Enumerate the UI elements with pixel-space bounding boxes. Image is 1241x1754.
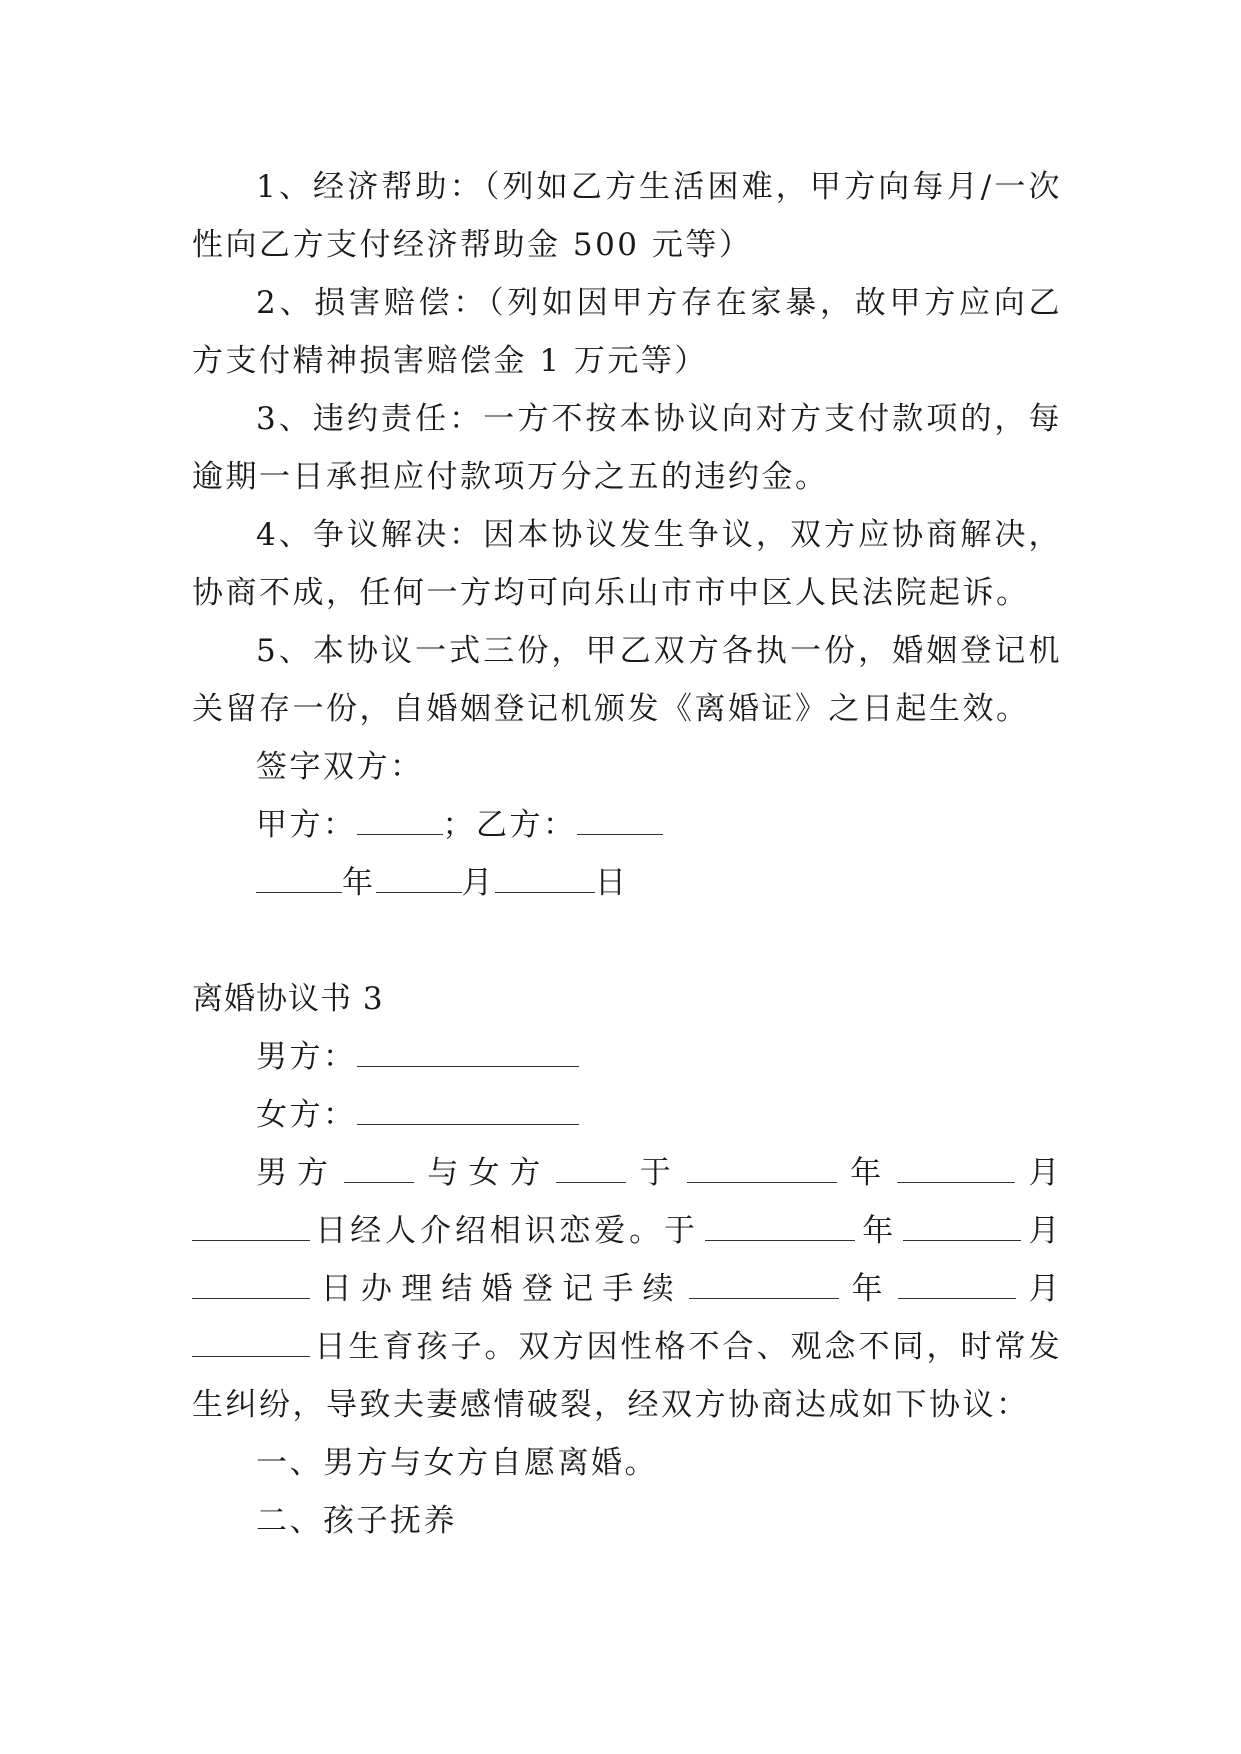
intro-at: 于 [632, 1155, 681, 1191]
party-b-blank [577, 804, 663, 835]
intro-year-3: 年 [844, 1271, 892, 1307]
clause-breach: 3、违约责任：一方不按本协议向对方支付款项的，每逾期一日承担应付款项万分之五的违约金。 [192, 401, 1062, 495]
female-name-blank [556, 1152, 626, 1183]
intro-met-through: 日经人介绍相识恋爱。于 [314, 1213, 699, 1249]
intro-year-2: 年 [860, 1213, 898, 1249]
clause-dispute: 4、争议解决：因本协议发生争议，双方应协商解决，协商不成，任何一方均可向乐山市市中区人民法院起诉。 [192, 517, 1062, 611]
party-b-label: 乙方： [476, 807, 577, 843]
intro-birth-and-reason: 日生育孩子。双方因性格不合、观念不同，时常发生纠纷，导致夫妻感情破裂，经双方协商达成如下协议： [192, 1329, 1062, 1423]
birth-year-blank [689, 1268, 839, 1299]
female-line [192, 1086, 1062, 1144]
party-separator: ； [442, 807, 476, 843]
intro-and-female: 与女方 [419, 1155, 551, 1191]
party-a-blank [357, 804, 443, 835]
month-blank [376, 862, 462, 893]
document-body [192, 158, 1062, 1550]
section-gap [192, 912, 1062, 970]
birth-month-blank [898, 1268, 1016, 1299]
male-blank [357, 1036, 579, 1067]
day-blank [495, 862, 595, 893]
intro-registered: 日办理结婚登记手续 [314, 1271, 683, 1307]
intro-male: 男方 [256, 1155, 338, 1191]
marry-day-blank [192, 1268, 310, 1299]
meet-month-blank [897, 1152, 1015, 1183]
meet-year-blank [687, 1152, 837, 1183]
clause-damages: 2、损害赔偿：（列如因甲方存在家暴，故甲方应向乙方支付精神损害赔偿金 1 万元等） [192, 285, 1062, 379]
meet-day-blank [192, 1210, 310, 1241]
year-label: 年 [342, 865, 376, 901]
year-blank [256, 862, 342, 893]
clause-economic-help: 1、经济帮助：（列如乙方生活困难，甲方向每月/一次性向乙方支付经济帮助金 500 元等） [192, 169, 1062, 263]
marry-year-blank [705, 1210, 855, 1241]
agreement-title: 离婚协议书 3 [192, 981, 384, 1017]
intro-month-2: 月 [1027, 1213, 1063, 1249]
party-signature-line [192, 796, 1062, 854]
female-blank [357, 1094, 579, 1125]
date-line [192, 854, 1062, 912]
male-label: 男方： [256, 1039, 357, 1075]
intro-month-3: 月 [1021, 1271, 1063, 1307]
intro-month-1: 月 [1021, 1155, 1063, 1191]
female-label: 女方： [256, 1097, 357, 1133]
clause-voluntary-divorce: 一、男方与女方自愿离婚。 [256, 1445, 658, 1481]
intro-year-1: 年 [842, 1155, 892, 1191]
clause-child-custody: 二、孩子抚养 [256, 1503, 457, 1539]
month-label: 月 [461, 865, 495, 901]
clause-copies: 5、本协议一式三份，甲乙双方各执一份，婚姻登记机关留存一份，自婚姻登记机颁发《离婚证》之日起生效。 [192, 633, 1062, 727]
sign-label: 签字双方： [256, 749, 424, 785]
party-a-label: 甲方： [256, 807, 357, 843]
birth-day-blank [192, 1326, 310, 1357]
day-label: 日 [595, 865, 629, 901]
male-line [192, 1028, 1062, 1086]
marry-month-blank [903, 1210, 1021, 1241]
male-name-blank [344, 1152, 414, 1183]
intro-paragraph [192, 1144, 1062, 1434]
